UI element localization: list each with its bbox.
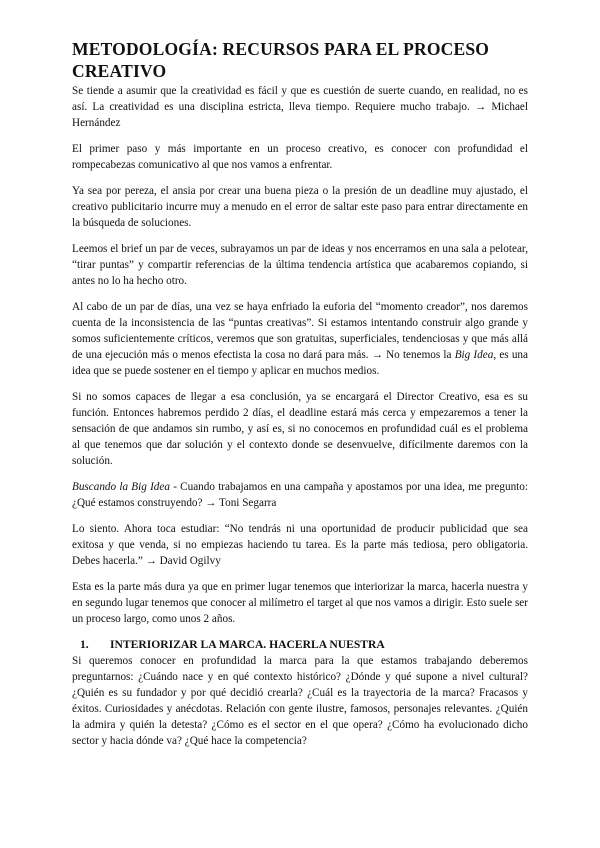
paragraph-laziness: Ya sea por pereza, el ansia por crear una buena pieza o la presión de un deadline muy ajustado, el creativo publicitario incurre muy a menudo en el error de saltar este paso para entrar directamente en la búsqueda de soluciones.: [72, 185, 528, 229]
section-heading: [72, 637, 528, 653]
section-body: Si queremos conocer en profundidad la marca para la que estamos trabajando deberemos preguntarnos: ¿Cuándo nace y en qué contexto histórico? ¿Dónde y qué supone a nivel cultural? ¿Quién es su fundador y por qué decidió crearla? ¿Cuál es la trayectoria de la marca? Fracasos y éxitos. Curiosidades y anécdotas. Relación con gente ilustre, famosos, personajes relevantes. ¿Quién la admira y quién la detesta? ¿Cómo es el sector en el que opera? ¿Cómo ha evolucionado dicho sector y hacia dónde va? ¿Qué hace la competencia?: [72, 655, 528, 747]
paragraph-buscando-text: - Cuando trabajamos en una campaña y apostamos por una idea, me pregunto: ¿Qué estamos construyendo? → Toni Segarra: [72, 481, 528, 509]
paragraph-big-idea: [72, 299, 528, 379]
big-idea-emphasis: Big Idea,: [454, 349, 497, 361]
paragraph-director: Si no somos capaces de llegar a esa conclusión, ya se encargará el Director Creativo, esa es su función. Entonces habremos perdido 2 días, el deadline estará más cerca y empezaremos a tener la sensación de que andamos sin rumbo, y así es, si no conocemos en profundidad cuál es el problema al que tenemos que dar solución y el contexto donde se desenvuelve, difícilmente daremos con la solución.: [72, 391, 528, 467]
section-title: INTERIORIZAR LA MARCA. HACERLA NUESTRA: [110, 638, 385, 651]
paragraph-big-idea-text-a: Al cabo de un par de días, una vez se haya enfriado la euforia del “momento creador”, nos daremos cuenta de la inconsistencia de las “puntas creativas”. Si estamos intentando construir algo grande y somos suficientemente críticos, veremos que son gratuitas, superficiales, tendenciosas y que más allá de una ejecución más o menos efectista la cosa no dará para más. → No tenemos la: [72, 301, 528, 361]
page-title: METODOLOGÍA: RECURSOS PARA EL PROCESO CREATIVO: [72, 39, 490, 81]
paragraph-big-idea-text-b: es una idea que se puede sostener en el tiempo y aplicar en muchos medios.: [72, 349, 528, 377]
intro-quote: Se tiende a asumir que la creatividad es fácil y que es cuestión de suerte cuando, en realidad, no es así. La creatividad es una disciplina estricta, lleva tiempo. Requiere mucho trabajo. → Michael Hernández: [72, 85, 528, 129]
document-page: [72, 38, 528, 749]
buscando-emphasis: Buscando la Big Idea: [72, 481, 170, 493]
paragraph-brief: Leemos el brief un par de veces, subrayamos un par de ideas y nos encerramos en una sala a pelotear, “tirar puntas” y compartir referencias de la última tendencia artística que acabaremos copiando, si antes no lo ha hecho otro.: [72, 243, 528, 287]
paragraph-first-step: El primer paso y más importante en un proceso creativo, es conocer con profundidad el rompecabezas comunicativo al que nos vamos a enfrentar.: [72, 143, 528, 171]
paragraph-hard-part: Esta es la parte más dura ya que en primer lugar tenemos que interiorizar la marca, hacerla nuestra y en segundo lugar tenemos que conocer al milímetro el target al que nos vamos a dirigir. Esto suele ser un proceso largo, como unos 2 años.: [72, 581, 528, 625]
section-number: 1.: [80, 638, 89, 651]
paragraph-buscando: [72, 479, 528, 511]
paragraph-ogilvy: Lo siento. Ahora toca estudiar: “No tendrás ni una oportunidad de producir publicidad que sea exitosa y que venda, si no empiezas haciendo tu tarea. Es la parte más tediosa, pero obligatoria. Debes hacerla.” → David Ogilvy: [72, 523, 528, 567]
